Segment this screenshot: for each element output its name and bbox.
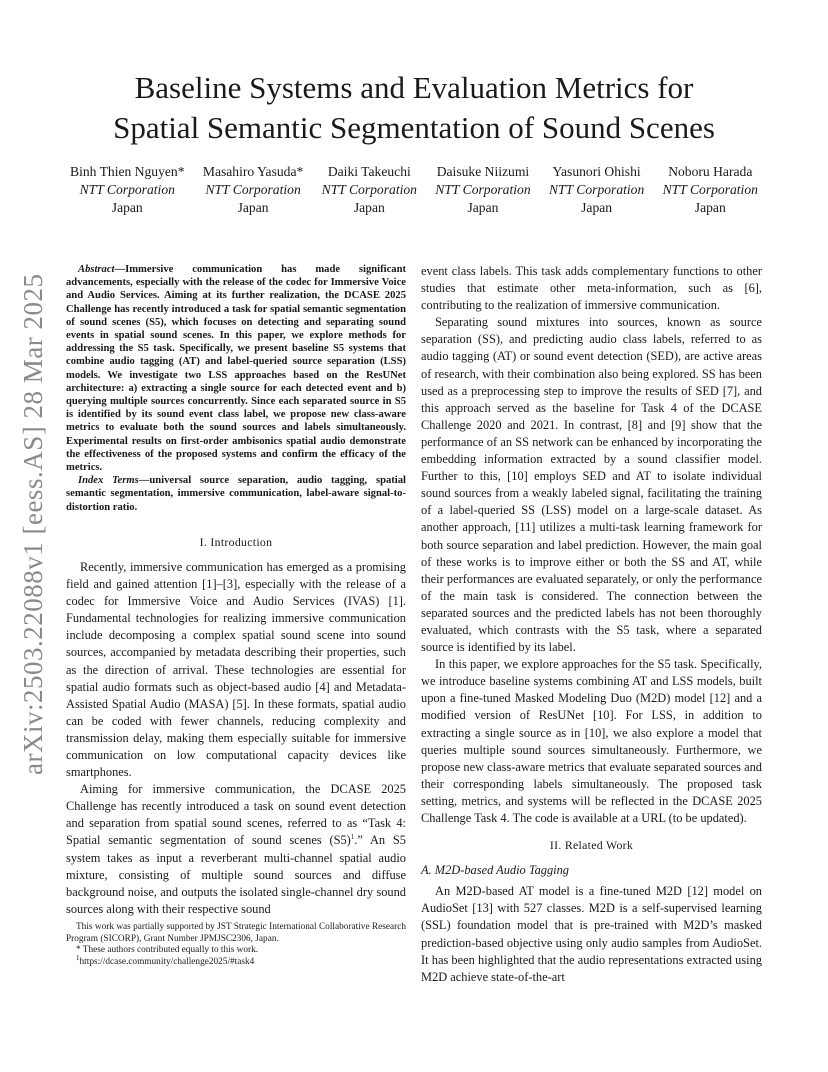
author-country: Japan bbox=[467, 200, 499, 215]
author-name: Masahiro Yasuda* bbox=[202, 164, 304, 179]
author-country: Japan bbox=[237, 200, 269, 215]
author-country: Japan bbox=[581, 200, 613, 215]
author-name: Binh Thien Nguyen* bbox=[70, 164, 185, 179]
author-affiliation: NTT Corporation bbox=[321, 182, 417, 197]
author-block bbox=[203, 163, 303, 217]
abstract-label: Abstract bbox=[78, 264, 115, 275]
author-affiliation: NTT Corporation bbox=[205, 182, 301, 197]
section-heading-introduction: I. Introduction bbox=[199, 534, 273, 549]
title-line-1: Baseline Systems and Evaluation Metrics for bbox=[134, 70, 694, 105]
footnotes bbox=[66, 922, 406, 968]
author-affiliation: NTT Corporation bbox=[662, 182, 758, 197]
subsection-heading-m2d: A. M2D-based Audio Tagging bbox=[421, 863, 570, 878]
intro-paragraph-2-start: Aiming for immersive communication, the DCASE 2025 Challenge has recently introduced a task on sound event detection and separation from spatial sound scenes, referred to as “Task 4: Spatial semantic segmentation of sound scenes (S5) bbox=[66, 782, 406, 848]
paper-title bbox=[40, 68, 788, 148]
abstract-text: —Immersive communication has made significant advancements, especially with the release of the codec for Immersive Voice and Audio Services. Aiming at its further realization, the DCASE 2025 Challenge has recently introduced a task for spatial semantic segmentation of sound scenes (S5), which focuses on detecting and separating sound events in spatial sound scenes. In this paper, we explore methods for addressing the S5 task. Specifically, we present baseline S5 systems that combine audio tagging (AT) and label-queried source separation (LSS) models. We investigate two LSS approaches based on the ResUNet architecture: a) extracting a single source for each detected event and b) querying multiple sources concurrently. Since each separated source in S5 is identified by its sound event class label, we propose new class-aware metrics to evaluate both the sound sources and labels simultaneously. Experimental results on first-order ambisonics spatial audio demonstrate the effectiveness of the proposed systems and confirm the efficacy of the metrics. bbox=[66, 264, 406, 474]
right-paragraph-1: event class labels. This task adds complementary functions to other studies that estimate other meta-information, such as [6], contributing to the realization of immersive communication. bbox=[421, 264, 762, 313]
author-name: Daisuke Niizumi bbox=[436, 164, 530, 179]
author-block bbox=[663, 163, 758, 217]
author-name: Yasunori Ohishi bbox=[552, 164, 641, 179]
intro-paragraph-1: Recently, immersive communication has emerged as a promising field and gained attention [1]–[3], especially with the release of a codec for Immersive Voice and Audio Services (IVAS) [1]. Fundamental technologies for realizing immersive communication include decomposing a complex spatial sound scene into sound sources, accompanied by metadata describing their properties, such as the direction of arrival. These technologies are essential for spatial audio formats such as object-based audio [4] and Metadata-Assisted Spatial Audio (MASA) [5]. In these formats, spatial audio can be coded with fewer channels, reducing complexity and transmission delay, making them especially suitable for immersive communication on low computational capacity devices like smartphones. bbox=[66, 559, 406, 780]
author-country: Japan bbox=[694, 200, 726, 215]
author-name: Daiki Takeuchi bbox=[327, 164, 411, 179]
arxiv-identifier-stamp: arXiv:2503.22088v1 [eess.AS] 28 Mar 2025 bbox=[18, 273, 48, 775]
author-block bbox=[322, 163, 417, 217]
author-country: Japan bbox=[111, 200, 143, 215]
author-block bbox=[70, 163, 185, 217]
author-block bbox=[549, 163, 644, 217]
right-paragraph-2: Separating sound mixtures into sources, known as source separation (SS), and predicting audio class labels, referred to as audio tagging (AT) or sound event detection (SED), are active areas of research, with their combination also being explored. SS has been used as a preprocessing step to improve the results of SED [7], and this approach served as the baseline for Task 4 of the DCASE Challenge 2020 and 2021. In contrast, [8] and [9] show that the performance of an SS network can be enhanced by incorporating the embedding information extracted by a sound classifier model. Further to this, [10] employs SED and AT to isolate individual sound sources from a weakly labeled signal, facilitating the training of a label-queried SS (LSS) model on a large-scale dataset. As another approach, [11] utilizes a multi-task learning framework for both source separation and label prediction. However, the main goal of these works is to improve either or both the SS and AT, while their performances are evaluated separately, or only the performance of the main task is considered. The connection between the separated sources and the predicted labels has not been thoroughly evaluated, which contrasts with the S5 task, where a separated source is identified by its label. bbox=[421, 315, 762, 655]
left-column bbox=[66, 263, 406, 918]
footnote-url-marker: 1 bbox=[76, 953, 80, 962]
index-terms bbox=[66, 474, 406, 514]
title-line-2: Spatial Semantic Segmentation of Sound Scenes bbox=[113, 110, 715, 145]
author-block bbox=[435, 163, 530, 217]
footnote-funding: This work was partially supported by JST Strategic International Collaborative Research Program (SICORP), Grant Number JPMJSC2306, Japan. bbox=[66, 922, 406, 944]
right-paragraph-4: An M2D-based AT model is a fine-tuned M2D [12] model on AudioSet [13] with 527 classes. M2D is a self-supervised learning (SSL) foundation model that is pre-trained with M2D’s masked prediction-based objective using only audio samples from AudioSet. It has been highlighted that the audio representations extracted using M2D achieve state-of-the-art bbox=[421, 884, 762, 984]
author-affiliation: NTT Corporation bbox=[548, 182, 645, 197]
author-country: Japan bbox=[353, 200, 385, 215]
author-affiliation: NTT Corporation bbox=[435, 182, 531, 197]
footnote-equal-contribution: * These authors contributed equally to this work. bbox=[76, 945, 259, 956]
author-list bbox=[70, 163, 758, 217]
index-terms-text: —universal source separation, audio tagging, spatial semantic segmentation, immersive communication, label-aware signal-to-distortion ratio. bbox=[66, 475, 406, 513]
index-terms-label: Index Terms bbox=[78, 475, 139, 487]
right-paragraph-3: In this paper, we explore approaches for the S5 task. Specifically, we introduce baseline systems combining AT and LSS models, built upon a fine-tuned Masked Modeling Duo (M2D) model [12] and a modified version of ResUNet [10]. For LSS, in addition to extracting a single source as in [10], we also explore a model that queries multiple sound sources simultaneously. Furthermore, we propose new class-aware metrics that evaluate separated sources and their corresponding labels simultaneously. The proposed task setting, metrics, and systems will be reflected in the DCASE 2025 Challenge Task 4. The code is available at a URL (to be updated). bbox=[421, 657, 762, 825]
author-affiliation: NTT Corporation bbox=[79, 182, 175, 197]
right-column bbox=[421, 263, 762, 986]
section-heading-related-work: II. Related Work bbox=[549, 838, 634, 853]
footnote-url bbox=[66, 953, 406, 969]
intro-paragraph-2-end: .” An S5 system takes as input a reverberant multi-channel spatial audio mixture, consisting of multiple sound sources and diffuse background noise, and outputs the isolated single-channel dry sound sources along with their respective sound bbox=[66, 833, 406, 916]
intro-paragraph-2 bbox=[66, 781, 406, 918]
footnote-marker: 1 bbox=[350, 833, 355, 842]
author-name: Noboru Harada bbox=[668, 164, 753, 179]
footnote-url-link[interactable]: https://dcase.community/challenge2025/#task4 bbox=[79, 956, 255, 967]
abstract bbox=[66, 263, 406, 474]
